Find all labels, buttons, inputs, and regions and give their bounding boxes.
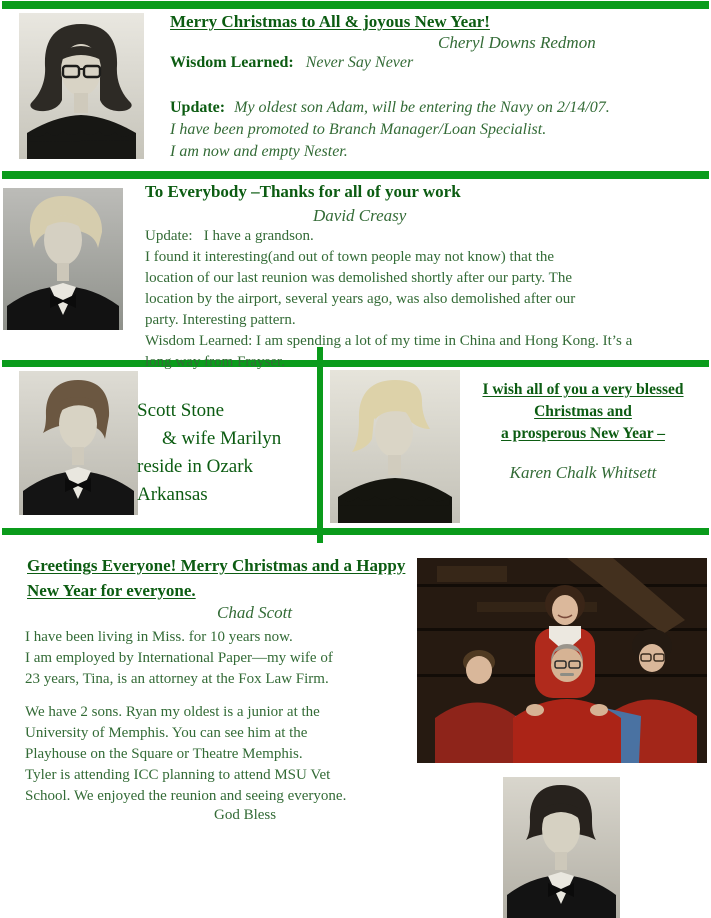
chad-family-photo bbox=[417, 558, 707, 763]
cheryl-yearbook-photo bbox=[19, 13, 144, 159]
chad-paragraph-2 bbox=[25, 702, 346, 807]
text-line: I found it interesting(and out of town people may not know) that the bbox=[145, 249, 555, 265]
text-line: I have been living in Miss. for 10 years now. bbox=[25, 629, 293, 645]
divider-2 bbox=[2, 171, 709, 179]
text-line: Update: I have a grandson. bbox=[145, 228, 314, 244]
divider-4 bbox=[2, 528, 709, 535]
karen-heading-line: Christmas and bbox=[534, 403, 632, 420]
cheryl-line: I am now and empty Nester. bbox=[170, 143, 348, 160]
text-line: party. Interesting pattern. bbox=[145, 312, 296, 328]
karen-name: Karen Chalk Whitsett bbox=[509, 463, 657, 482]
wisdom-value: Never Say Never bbox=[305, 54, 414, 71]
chad-paragraph-1 bbox=[25, 627, 333, 690]
text-line: We have 2 sons. Ryan my oldest is a junior at the bbox=[25, 704, 320, 720]
update-value: My oldest son Adam, will be entering the Navy on 2/14/07. bbox=[234, 99, 610, 116]
text-line: Wisdom Learned: I am spending a lot of my time in China and Hong Kong. It’s a bbox=[145, 333, 633, 349]
scott-line: & wife Marilyn bbox=[162, 428, 282, 449]
chad-heading-line: New Year for everyone. bbox=[27, 581, 196, 600]
karen-heading-line: I wish all of you a very blessed bbox=[482, 381, 684, 398]
text-line: Tyler is attending ICC planning to attend MSU Vet bbox=[25, 767, 331, 783]
chad-name: Chad Scott bbox=[217, 603, 293, 622]
cheryl-line: I have been promoted to Branch Manager/Loan Specialist. bbox=[170, 121, 547, 138]
divider-vertical bbox=[317, 347, 323, 543]
cheryl-heading: Merry Christmas to All & joyous New Year! bbox=[170, 12, 490, 31]
text-line: Playhouse on the Square or Theatre Memphis. bbox=[25, 746, 303, 762]
divider-top bbox=[2, 1, 709, 9]
david-yearbook-photo bbox=[3, 188, 123, 330]
text-line: long way from Frayser. bbox=[145, 354, 285, 370]
text-line: I am employed by International Paper—my wife of bbox=[25, 650, 333, 666]
david-update-text bbox=[145, 226, 632, 373]
text-line: location of our last reunion was demolished shortly after our party. The bbox=[145, 270, 572, 286]
karen-yearbook-photo bbox=[330, 370, 460, 523]
text-line: 23 years, Tina, is an attorney at the Fox Law Firm. bbox=[25, 671, 329, 687]
scott-line: reside in Ozark bbox=[137, 456, 254, 477]
text-line: location by the airport, several years ago, was also demolished after our bbox=[145, 291, 576, 307]
david-name: David Creasy bbox=[313, 206, 407, 225]
chad-yearbook-photo bbox=[503, 777, 620, 918]
text-line: School. We enjoyed the reunion and seeing everyone. bbox=[25, 788, 347, 804]
update-label: Update: bbox=[170, 99, 226, 116]
scott-yearbook-photo bbox=[19, 371, 138, 515]
text-line: University of Memphis. You can see him at the bbox=[25, 725, 308, 741]
chad-heading-line: Greetings Everyone! Merry Christmas and a Happy bbox=[27, 556, 406, 575]
scott-line: Scott Stone bbox=[137, 400, 225, 421]
chad-closing: God Bless bbox=[214, 807, 277, 823]
karen-heading-line: a prosperous New Year – bbox=[501, 425, 665, 442]
david-heading: To Everybody –Thanks for all of your work bbox=[145, 182, 461, 201]
cheryl-name: Cheryl Downs Redmon bbox=[438, 33, 596, 52]
wisdom-label: Wisdom Learned: bbox=[170, 54, 294, 71]
scott-line: Arkansas bbox=[137, 484, 208, 505]
